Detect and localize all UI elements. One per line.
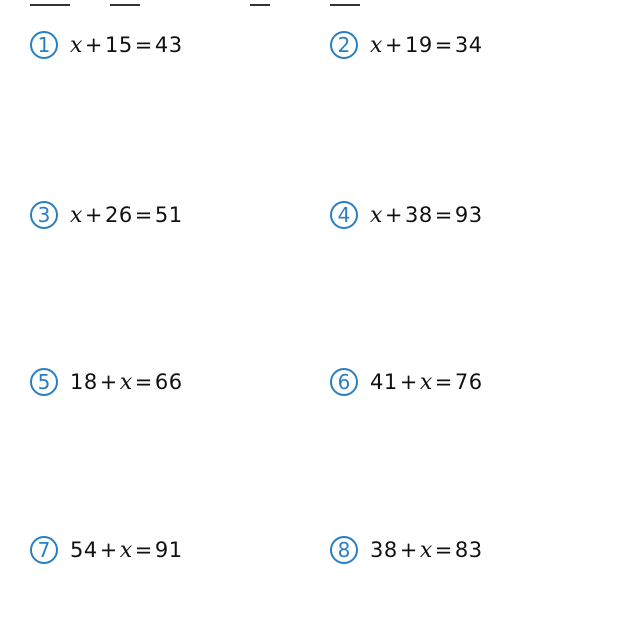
cropped-header-line — [0, 0, 640, 6]
equals-sign: = — [434, 202, 453, 227]
problem-number-badge: 3 — [30, 201, 58, 229]
equation-right: 26 — [105, 202, 133, 227]
plus-sign: + — [84, 32, 104, 57]
equation — [70, 370, 183, 395]
equals-sign: = — [434, 32, 453, 57]
equation — [70, 33, 183, 58]
equation — [70, 538, 183, 563]
equals-sign: = — [134, 369, 153, 394]
plus-sign: + — [84, 202, 104, 227]
equation-result: 76 — [454, 369, 483, 394]
problem-4 — [330, 200, 483, 230]
equation-right: x — [419, 369, 433, 395]
plus-sign: + — [399, 537, 418, 562]
equation-right: x — [119, 369, 133, 395]
equals-sign: = — [134, 32, 153, 57]
problem-number-badge: 8 — [330, 536, 358, 564]
problem-number-badge: 2 — [330, 31, 358, 59]
plus-sign: + — [399, 369, 418, 394]
equation-result: 83 — [454, 537, 483, 562]
problem-number-badge: 1 — [30, 31, 58, 59]
equation-result: 91 — [154, 537, 183, 562]
equation — [370, 203, 483, 228]
plus-sign: + — [99, 537, 118, 562]
equation-left: x — [70, 202, 83, 228]
problem-5 — [30, 367, 183, 397]
problem-7 — [30, 535, 183, 565]
problem-number-badge: 4 — [330, 201, 358, 229]
equation-result: 51 — [154, 202, 183, 227]
plus-sign: + — [384, 32, 404, 57]
equation-left: x — [370, 202, 383, 228]
equation — [70, 203, 183, 228]
equation-result: 93 — [454, 202, 483, 227]
equals-sign: = — [134, 537, 153, 562]
equation-left: 18 — [70, 369, 98, 394]
equation-left: x — [370, 32, 383, 58]
equation-result: 66 — [154, 369, 183, 394]
equation — [370, 370, 483, 395]
equation-left: x — [70, 32, 83, 58]
problem-3 — [30, 200, 183, 230]
problem-1 — [30, 30, 183, 60]
equation-right: 38 — [405, 202, 433, 227]
equals-sign: = — [134, 202, 153, 227]
equation — [370, 33, 483, 58]
problem-6 — [330, 367, 483, 397]
plus-sign: + — [384, 202, 404, 227]
equation-right: 19 — [405, 32, 433, 57]
equation-left: 54 — [70, 537, 98, 562]
equation-right: x — [419, 537, 433, 563]
equals-sign: = — [434, 369, 453, 394]
equation-result: 43 — [154, 32, 183, 57]
equals-sign: = — [434, 537, 453, 562]
equation-right: 15 — [105, 32, 133, 57]
problem-number-badge: 6 — [330, 368, 358, 396]
equation-right: x — [119, 537, 133, 563]
plus-sign: + — [99, 369, 118, 394]
problem-number-badge: 5 — [30, 368, 58, 396]
equation-left: 38 — [370, 537, 398, 562]
equation-left: 41 — [370, 369, 398, 394]
equation-result: 34 — [454, 32, 483, 57]
problem-number-badge: 7 — [30, 536, 58, 564]
problem-2 — [330, 30, 483, 60]
problem-8 — [330, 535, 483, 565]
equation — [370, 538, 483, 563]
